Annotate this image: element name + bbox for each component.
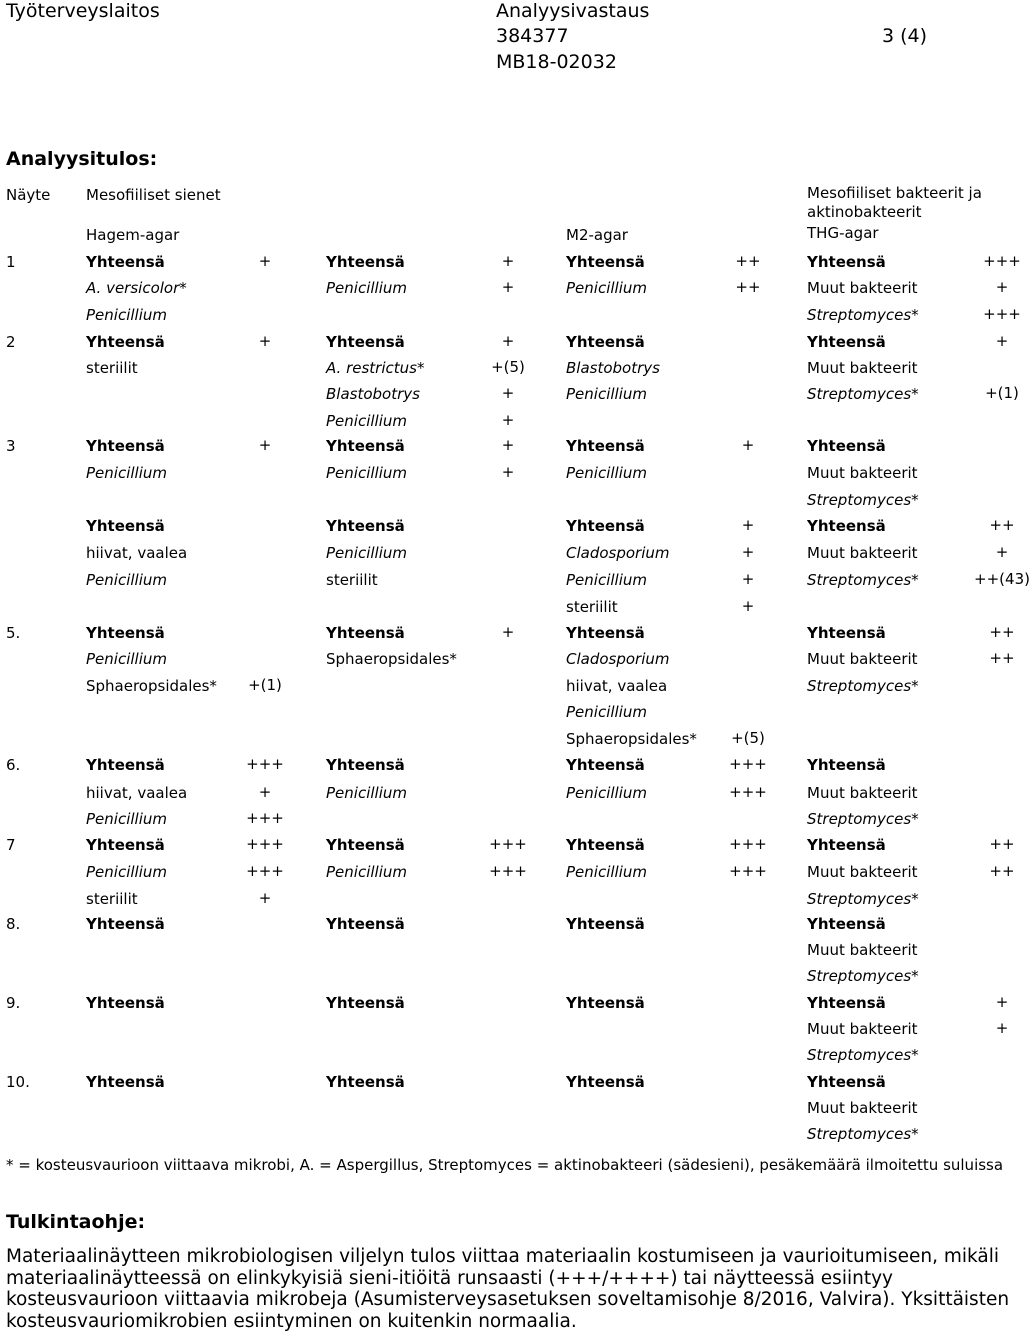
organism-name: hiivat, vaalea (86, 544, 188, 562)
organism-name: steriilit (566, 598, 618, 616)
column-header-sample: Näyte (6, 186, 51, 204)
organism-name: Yhteensä (326, 624, 405, 642)
colony-count: +++ (246, 755, 284, 773)
organism-name: Penicillium (326, 412, 407, 430)
colony-count: ++ (989, 516, 1015, 534)
section-title: Analyysitulos: (6, 148, 158, 170)
organism-name: Yhteensä (326, 915, 405, 933)
sample-label: 9. (6, 994, 21, 1012)
colony-count: + (741, 516, 755, 534)
colony-count: + (501, 436, 515, 454)
organism-name: Yhteensä (326, 756, 405, 774)
organism-name: Yhteensä (566, 994, 645, 1012)
organism-name: Streptomyces* (807, 1046, 919, 1064)
organism-name: Cladosporium (566, 544, 670, 562)
sample-label: 5. (6, 624, 21, 642)
colony-count: ++ (989, 623, 1015, 641)
organism-name: Muut bakteerit (807, 279, 918, 297)
colony-count: +(5) (731, 729, 765, 747)
column-header-bacteria: Mesofiiliset bakteerit ja (807, 184, 982, 202)
colony-count: + (501, 411, 515, 429)
organism-name: Muut bakteerit (807, 544, 918, 562)
colony-count: +++ (983, 305, 1021, 323)
colony-count: ++ (989, 835, 1015, 853)
organism-name: Muut bakteerit (807, 359, 918, 377)
organism-name: Penicillium (566, 464, 647, 482)
colony-count: +++ (246, 809, 284, 827)
sample-label: 8. (6, 915, 21, 933)
organism-name: Penicillium (86, 464, 167, 482)
organism-name: Yhteensä (86, 517, 165, 535)
organism-name: Blastobotrys (566, 359, 660, 377)
document-type: Analyysivastaus (496, 0, 650, 22)
colony-count: + (501, 384, 515, 402)
report-number: 384377 (496, 25, 569, 47)
footnote: * = kosteusvaurioon viittaava mikrobi, A. = Aspergillus, Streptomyces = aktinobakteeri (sädesieni), pesäkemäärä ilmoitettu suluissa (6, 1156, 1004, 1174)
organism-name: Yhteensä (566, 1073, 645, 1091)
colony-count: +++ (983, 252, 1021, 270)
organism-name: Penicillium (86, 306, 167, 324)
organism-name: hiivat, vaalea (86, 784, 188, 802)
organism-name: Streptomyces* (807, 491, 919, 509)
organism-name: steriilit (86, 890, 138, 908)
colony-count: +++ (246, 862, 284, 880)
organism-name: Yhteensä (326, 517, 405, 535)
organism-name: Muut bakteerit (807, 1099, 918, 1117)
organism-name: Penicillium (326, 544, 407, 562)
organism-name: Yhteensä (566, 333, 645, 351)
guide-title: Tulkintaohje: (6, 1211, 146, 1233)
colony-count: + (995, 1019, 1009, 1037)
colony-count: + (258, 783, 272, 801)
organism-name: Yhteensä (326, 994, 405, 1012)
organism-name: Yhteensä (566, 756, 645, 774)
sample-label: 3 (6, 437, 16, 455)
organism-name: Yhteensä (807, 915, 886, 933)
organism-name: Muut bakteerit (807, 941, 918, 959)
organism-name: Streptomyces* (807, 385, 919, 403)
organism-name: Streptomyces* (807, 810, 919, 828)
colony-count: +++ (729, 755, 767, 773)
colony-count: ++ (989, 649, 1015, 667)
organism-name: Yhteensä (326, 333, 405, 351)
organization-name: Työterveyslaitos (6, 0, 160, 22)
colony-count: ++ (735, 278, 761, 296)
organism-name: Streptomyces* (807, 306, 919, 324)
guide-text: Materiaalinäytteen mikrobiologisen viljelyn tulos viittaa materiaalin kostumiseen ja vaurioitumiseen, mikäli materiaalinäytteessä on elinkykyisiä sieni-itiöitä runsaasti (+++/++++) tai näytteessä esiintyy kosteusvaurioon viittaavia mikrobeja (Asumisterveysasetuksen soveltamisohje 8/2016, Valvira). Yksittäisten kosteusvauriomikrobien esiintyminen on kuitenkin normaalia. (6, 1246, 1010, 1332)
sample-code: MB18-02032 (496, 51, 617, 73)
organism-name: Muut bakteerit (807, 863, 918, 881)
column-header-fungi: Mesofiiliset sienet (86, 186, 221, 204)
organism-name: Yhteensä (566, 624, 645, 642)
organism-name: Penicillium (326, 279, 407, 297)
colony-count: + (995, 543, 1009, 561)
organism-name: Yhteensä (326, 253, 405, 271)
organism-name: steriilit (86, 359, 138, 377)
colony-count: + (258, 889, 272, 907)
organism-name: Yhteensä (86, 994, 165, 1012)
organism-name: A. restrictus* (326, 359, 425, 377)
colony-count: + (995, 993, 1009, 1011)
organism-name: Yhteensä (86, 253, 165, 271)
medium-hagem-agar: Hagem-agar (86, 226, 180, 244)
organism-name: Penicillium (566, 703, 647, 721)
colony-count: +++ (489, 862, 527, 880)
sample-label: 7 (6, 836, 16, 854)
organism-name: Streptomyces* (807, 571, 919, 589)
colony-count: + (258, 332, 272, 350)
column-header-bacteria-2: aktinobakteerit (807, 203, 922, 221)
organism-name: Yhteensä (807, 253, 886, 271)
sample-label: 1 (6, 253, 16, 271)
organism-name: Penicillium (566, 863, 647, 881)
organism-name: Muut bakteerit (807, 464, 918, 482)
colony-count: + (501, 252, 515, 270)
organism-name: Penicillium (86, 810, 167, 828)
organism-name: Penicillium (86, 863, 167, 881)
organism-name: Yhteensä (326, 836, 405, 854)
organism-name: Sphaeropsidales* (86, 677, 217, 695)
colony-count: +++ (489, 835, 527, 853)
colony-count: +++ (729, 783, 767, 801)
colony-count: +(1) (248, 676, 282, 694)
organism-name: hiivat, vaalea (566, 677, 668, 695)
organism-name: Streptomyces* (807, 967, 919, 985)
organism-name: Streptomyces* (807, 890, 919, 908)
colony-count: + (501, 623, 515, 641)
colony-count: +++ (246, 835, 284, 853)
organism-name: steriilit (326, 571, 378, 589)
organism-name: Yhteensä (86, 333, 165, 351)
organism-name: Yhteensä (807, 1073, 886, 1091)
organism-name: Yhteensä (807, 994, 886, 1012)
organism-name: Penicillium (566, 571, 647, 589)
organism-name: A. versicolor* (86, 279, 187, 297)
colony-count: + (741, 543, 755, 561)
colony-count: + (501, 332, 515, 350)
organism-name: Yhteensä (326, 1073, 405, 1091)
medium-thg-agar: THG-agar (807, 224, 879, 242)
organism-name: Penicillium (326, 784, 407, 802)
organism-name: Sphaeropsidales* (566, 730, 697, 748)
organism-name: Yhteensä (807, 624, 886, 642)
sample-label: 6. (6, 756, 21, 774)
organism-name: Muut bakteerit (807, 650, 918, 668)
organism-name: Penicillium (86, 650, 167, 668)
organism-name: Yhteensä (566, 836, 645, 854)
colony-count: +(5) (491, 358, 525, 376)
organism-name: Blastobotrys (326, 385, 420, 403)
colony-count: + (258, 252, 272, 270)
organism-name: Muut bakteerit (807, 1020, 918, 1038)
colony-count: + (995, 332, 1009, 350)
organism-name: Yhteensä (807, 517, 886, 535)
organism-name: Yhteensä (566, 253, 645, 271)
organism-name: Yhteensä (86, 1073, 165, 1091)
organism-name: Yhteensä (566, 437, 645, 455)
colony-count: + (741, 570, 755, 588)
organism-name: Yhteensä (326, 437, 405, 455)
sample-label: 2 (6, 333, 16, 351)
organism-name: Yhteensä (86, 437, 165, 455)
colony-count: + (501, 463, 515, 481)
organism-name: Yhteensä (86, 836, 165, 854)
colony-count: + (501, 278, 515, 296)
colony-count: +(1) (985, 384, 1019, 402)
organism-name: Yhteensä (86, 756, 165, 774)
colony-count: + (995, 278, 1009, 296)
organism-name: Penicillium (566, 784, 647, 802)
organism-name: Penicillium (326, 863, 407, 881)
organism-name: Yhteensä (566, 915, 645, 933)
organism-name: Yhteensä (807, 836, 886, 854)
organism-name: Yhteensä (807, 333, 886, 351)
medium-m2-agar: M2-agar (566, 226, 628, 244)
organism-name: Streptomyces* (807, 677, 919, 695)
colony-count: ++(43) (974, 570, 1030, 588)
colony-count: + (741, 436, 755, 454)
organism-name: Cladosporium (566, 650, 670, 668)
colony-count: ++ (735, 252, 761, 270)
colony-count: + (258, 436, 272, 454)
organism-name: Penicillium (566, 385, 647, 403)
organism-name: Yhteensä (807, 437, 886, 455)
colony-count: +++ (729, 862, 767, 880)
organism-name: Penicillium (326, 464, 407, 482)
organism-name: Penicillium (566, 279, 647, 297)
page-number: 3 (4) (882, 25, 928, 47)
organism-name: Yhteensä (807, 756, 886, 774)
colony-count: + (741, 597, 755, 615)
organism-name: Penicillium (86, 571, 167, 589)
organism-name: Muut bakteerit (807, 784, 918, 802)
colony-count: ++ (989, 862, 1015, 880)
sample-label: 10. (6, 1073, 30, 1091)
colony-count: +++ (729, 835, 767, 853)
organism-name: Streptomyces* (807, 1125, 919, 1143)
organism-name: Yhteensä (86, 915, 165, 933)
organism-name: Sphaeropsidales* (326, 650, 457, 668)
organism-name: Yhteensä (566, 517, 645, 535)
organism-name: Yhteensä (86, 624, 165, 642)
